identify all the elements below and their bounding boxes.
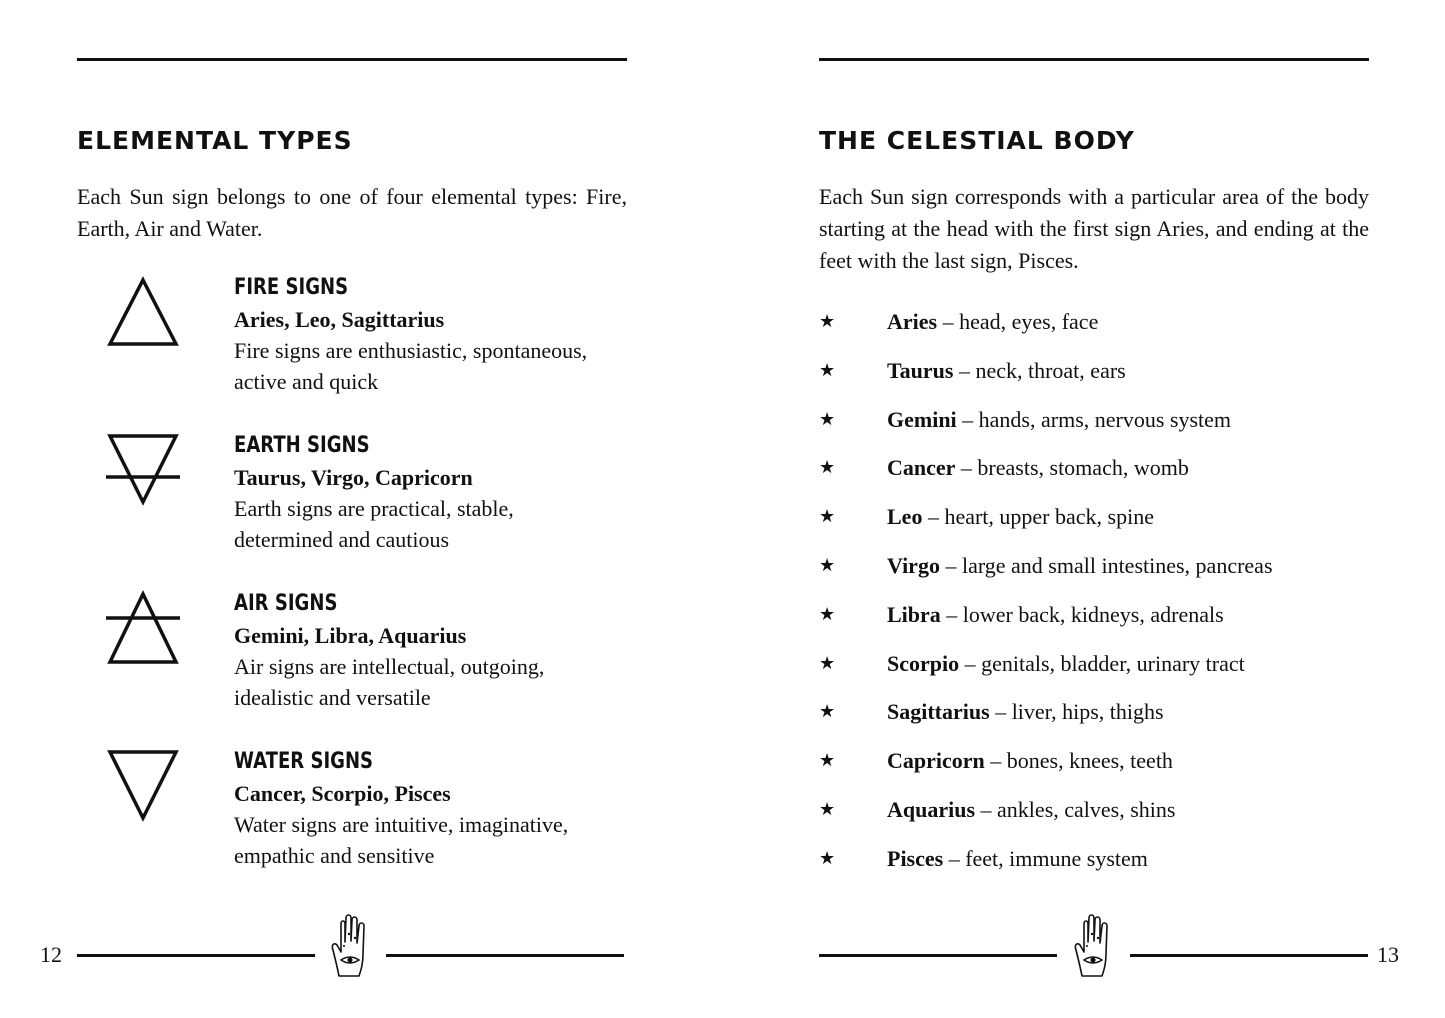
element-title: AIR SIGNS bbox=[234, 591, 338, 616]
list-item bbox=[819, 550, 1379, 599]
star-icon: ★ bbox=[819, 750, 836, 772]
body-areas: – genitals, bladder, urinary tract bbox=[959, 650, 1245, 676]
footer-rule bbox=[386, 954, 624, 957]
earth-triangle-icon bbox=[106, 430, 180, 530]
sign-name: Pisces bbox=[887, 845, 944, 871]
sign-name: Scorpio bbox=[887, 650, 960, 676]
star-icon: ★ bbox=[819, 408, 836, 430]
body-areas: – hands, arms, nervous system bbox=[956, 406, 1232, 432]
body-areas: – neck, throat, ears bbox=[953, 357, 1126, 383]
sign-name: Taurus bbox=[887, 357, 954, 383]
element-fire bbox=[76, 272, 636, 412]
star-icon: ★ bbox=[819, 701, 836, 723]
element-description: Fire signs are enthusiastic, spontaneous, bbox=[234, 338, 588, 363]
footer-rule bbox=[77, 954, 315, 957]
element-title: FIRE SIGNS bbox=[234, 275, 349, 300]
star-icon: ★ bbox=[819, 457, 836, 479]
body-areas: – feet, immune system bbox=[943, 845, 1148, 871]
star-icon: ★ bbox=[819, 311, 836, 332]
element-signs: Taurus, Virgo, Capricorn bbox=[234, 465, 473, 490]
element-description: Earth signs are practical, stable, bbox=[234, 496, 514, 521]
element-title: EARTH SIGNS bbox=[234, 433, 370, 458]
body-areas: – bones, knees, teeth bbox=[984, 748, 1173, 774]
intro-paragraph: Each Sun sign belongs to one of four elemental types: Fire, Earth, Air and Water. bbox=[77, 184, 627, 241]
right-page bbox=[722, 0, 1445, 1018]
element-water bbox=[76, 746, 636, 886]
star-icon: ★ bbox=[819, 798, 836, 820]
sign-name: Leo bbox=[887, 504, 923, 530]
list-item bbox=[819, 501, 1379, 550]
list-item bbox=[819, 599, 1379, 648]
list-item bbox=[819, 794, 1379, 843]
star-icon: ★ bbox=[819, 847, 836, 869]
element-description: empathic and sensitive bbox=[234, 843, 435, 868]
left-page bbox=[0, 0, 722, 1018]
list-item bbox=[819, 306, 1379, 355]
sign-name: Cancer bbox=[887, 455, 956, 481]
star-icon: ★ bbox=[819, 652, 836, 674]
list-item bbox=[819, 355, 1379, 404]
list-item bbox=[819, 404, 1379, 453]
star-icon: ★ bbox=[819, 603, 836, 625]
star-icon: ★ bbox=[819, 554, 836, 576]
top-rule bbox=[77, 58, 627, 61]
sign-name: Aquarius bbox=[887, 796, 976, 822]
page-number: 13 bbox=[1377, 942, 1399, 967]
list-item bbox=[819, 745, 1379, 794]
fire-triangle-icon bbox=[106, 272, 180, 372]
element-description: idealistic and versatile bbox=[234, 685, 431, 710]
intro-paragraph: Each Sun sign corresponds with a particular area of the body starting at the head with the first sign Aries, and ending at the feet with the last sign, Pisces. bbox=[819, 184, 1369, 273]
top-rule bbox=[819, 58, 1369, 61]
air-triangle-icon bbox=[106, 588, 180, 688]
element-air bbox=[76, 588, 636, 728]
list-item bbox=[819, 696, 1379, 745]
page-heading: THE CELESTIAL BODY bbox=[819, 126, 1135, 155]
palm-hand-eye-icon bbox=[1072, 910, 1116, 980]
element-description: active and quick bbox=[234, 369, 379, 394]
element-signs: Aries, Leo, Sagittarius bbox=[234, 307, 445, 332]
sign-name: Gemini bbox=[887, 406, 957, 432]
footer-rule bbox=[1130, 954, 1368, 957]
body-areas: – liver, hips, thighs bbox=[989, 699, 1164, 725]
element-earth bbox=[76, 430, 636, 570]
star-icon: ★ bbox=[819, 359, 836, 381]
page-heading: ELEMENTAL TYPES bbox=[77, 126, 353, 155]
body-areas: – large and small intestines, pancreas bbox=[939, 552, 1273, 578]
list-item bbox=[819, 452, 1379, 501]
body-areas: – ankles, calves, shins bbox=[975, 796, 1176, 822]
element-description: determined and cautious bbox=[234, 527, 450, 552]
sign-name: Aries bbox=[887, 309, 938, 334]
star-icon: ★ bbox=[819, 506, 836, 528]
list-item bbox=[819, 843, 1379, 892]
element-signs: Gemini, Libra, Aquarius bbox=[234, 623, 467, 648]
sign-body-list bbox=[819, 306, 1379, 892]
sign-name: Virgo bbox=[887, 552, 940, 578]
page-number: 12 bbox=[40, 942, 62, 967]
element-description: Water signs are intuitive, imaginative, bbox=[234, 812, 569, 837]
element-signs: Cancer, Scorpio, Pisces bbox=[234, 781, 451, 806]
body-areas: – lower back, kidneys, adrenals bbox=[940, 601, 1224, 627]
element-description: Air signs are intellectual, outgoing, bbox=[234, 654, 545, 679]
footer-rule bbox=[819, 954, 1057, 957]
list-item bbox=[819, 648, 1379, 697]
body-areas: – breasts, stomach, womb bbox=[955, 455, 1189, 481]
palm-hand-eye-icon bbox=[329, 910, 373, 980]
sign-name: Libra bbox=[887, 601, 941, 627]
water-triangle-icon bbox=[106, 746, 180, 846]
body-areas: – head, eyes, face bbox=[937, 309, 1099, 334]
sign-name: Capricorn bbox=[887, 748, 985, 774]
sign-name: Sagittarius bbox=[887, 699, 990, 725]
body-areas: – heart, upper back, spine bbox=[922, 504, 1154, 530]
element-title: WATER SIGNS bbox=[234, 749, 374, 774]
